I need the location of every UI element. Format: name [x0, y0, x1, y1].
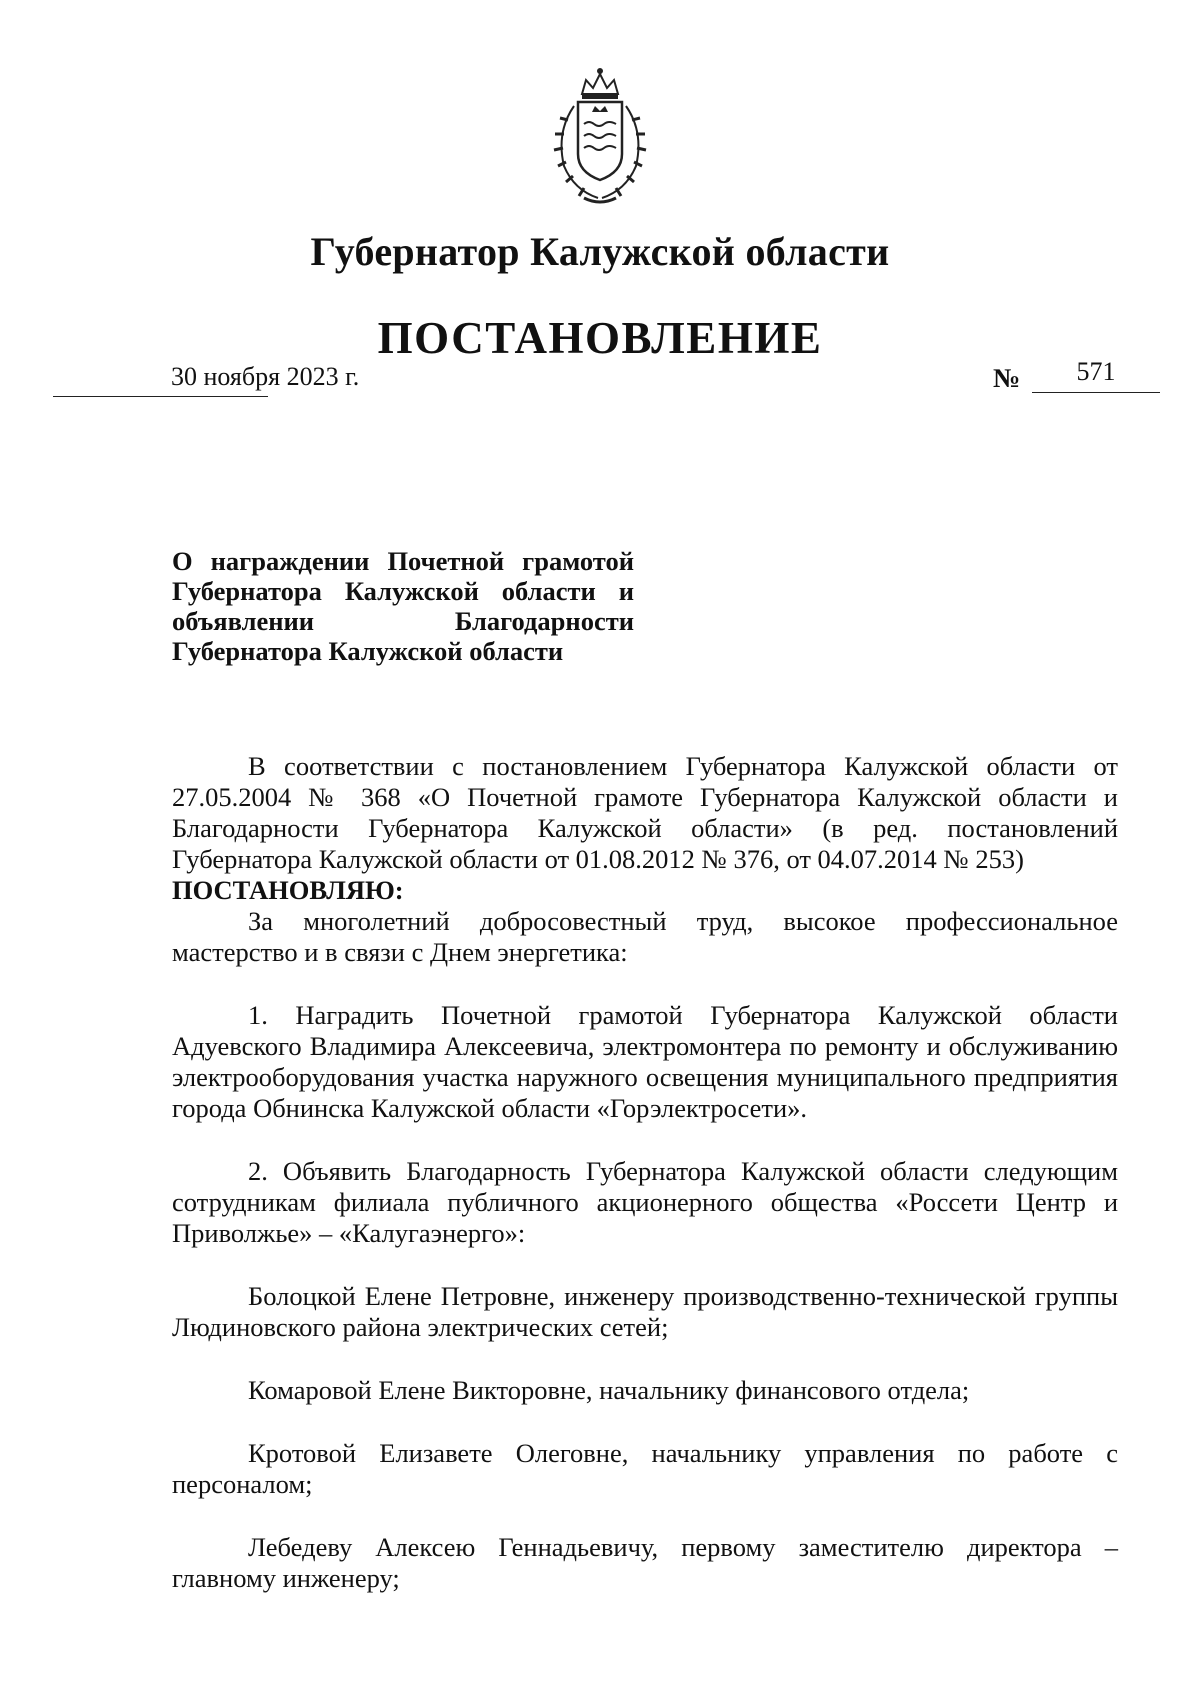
document-type-title: ПОСТАНОВЛЕНИЕ: [377, 313, 823, 363]
issuing-authority: Губернатор Калужской области: [310, 229, 890, 274]
document-body: [172, 751, 1118, 1594]
person-paragraph: Лебедеву Алексею Геннадьевичу, первому заместителю директора – главному инженеру;: [172, 1532, 1118, 1593]
decree-word: ПОСТАНОВЛЯЮ:: [172, 875, 404, 905]
document-number: 571: [1076, 357, 1116, 386]
preamble-paragraph: В соответствии с постановлением Губернатора Калужской области от 27.05.2004 № 368 «О Почетной грамоте Губернатора Калужской области и Благодарности Губернатора Калужской области» (в ред. постановлений Губернатора Калужской области от 01.08.2012 № 376, от 04.07.2014 № 253): [172, 751, 1118, 874]
item-2-paragraph: 2. Объявить Благодарность Губернатора Калужской области следующим сотрудникам филиала публичного акционерного общества «Россети Центр и Приволжье» – «Калугаэнерго»:: [172, 1156, 1118, 1248]
coat-of-arms-icon: [540, 62, 660, 207]
number-sign: №: [993, 363, 1021, 393]
number-underline: [1032, 392, 1160, 393]
date-underline: [53, 396, 268, 397]
document-subject: О награждении Почетной грамотой Губернатора Калужской области и объявлении Благодарности Губернатора Калужской области: [172, 546, 634, 666]
reason-paragraph: За многолетний добросовестный труд, высокое профессиональное мастерство и в связи с Днем энергетика:: [172, 906, 1118, 967]
document-date: 30 ноября 2023 г.: [171, 362, 360, 391]
person-paragraph: Кротовой Елизавете Олеговне, начальнику управления по работе с персоналом;: [172, 1438, 1118, 1499]
item-1-paragraph: 1. Наградить Почетной грамотой Губернатора Калужской области Адуевского Владимира Алексеевича, электромонтера по ремонту и обслуживанию электрооборудования участка наружного освещения муниципального предприятия города Обнинска Калужской области «Горэлектросети».: [172, 1000, 1118, 1123]
person-paragraph: Комаровой Елене Викторовне, начальнику финансового отдела;: [248, 1375, 970, 1405]
person-paragraph: Болоцкой Елене Петровне, инженеру производственно-технической группы Людиновского района электрических сетей;: [172, 1281, 1118, 1342]
